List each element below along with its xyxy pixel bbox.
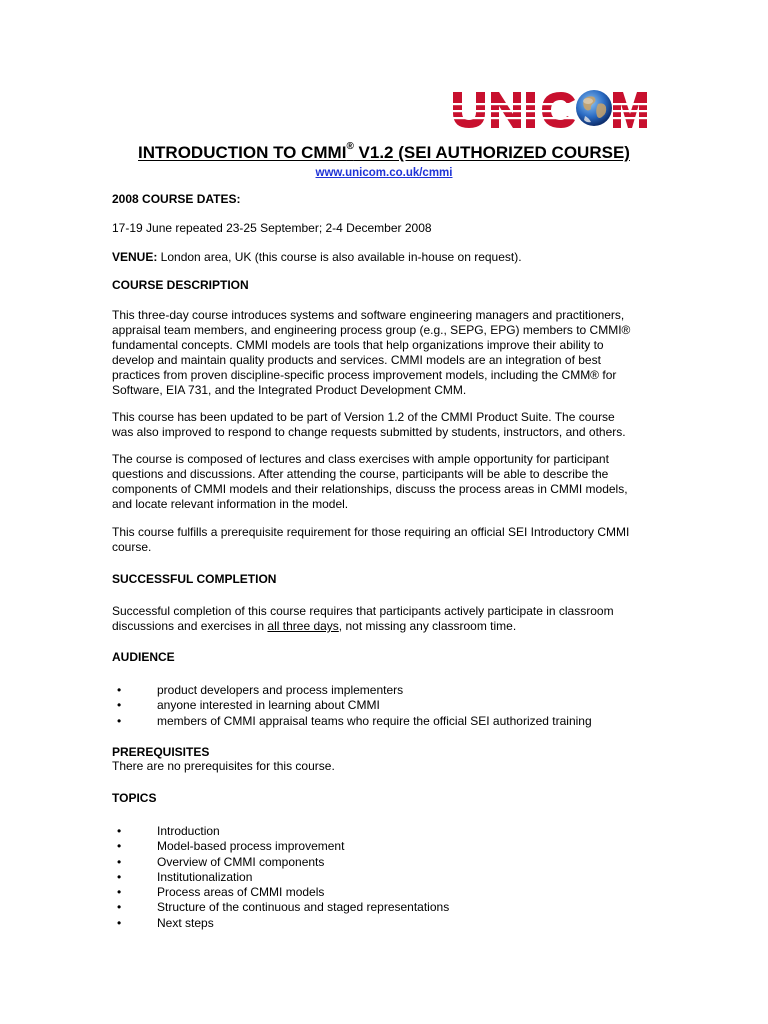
list-item-text: Process areas of CMMI models [157,885,325,900]
list-item [112,870,672,885]
bullet-icon: • [117,698,122,713]
course-dates-heading: 2008 COURSE DATES: [112,192,241,206]
list-item-text: Next steps [157,915,214,930]
prerequisites-text: There are no prerequisites for this course. [112,759,335,773]
text-line: practices from proven discipline-specific process improvement models, including the CMM® for [112,368,617,382]
text-line: This course fulfills a prerequisite requirement for those requiring an official SEI Introductory CMMI [112,525,630,539]
bullet-icon: • [117,900,122,915]
list-item-text: Institutionalization [157,869,253,884]
prerequisites-heading: PREREQUISITES [112,745,210,759]
course-description-heading: COURSE DESCRIPTION [112,278,249,292]
venue [112,250,652,265]
audience-heading: AUDIENCE [112,650,175,664]
topics-list [112,824,672,931]
list-item [112,900,672,915]
all-three-days-underlined: all three days [267,619,339,633]
text-line: develop and maintain quality products and services. CMMI models are an integration of best [112,353,601,367]
bullet-icon: • [117,869,122,884]
list-item [112,714,672,729]
unicom-logo [451,86,651,130]
bullet-icon: • [117,885,122,900]
list-item [112,855,672,870]
course-dates-text: 17-19 June repeated 23-25 September; 2-4 December 2008 [112,221,432,235]
description-paragraph-3 [112,452,652,512]
list-item-text: anyone interested in learning about CMMI [157,698,380,713]
text-line: The course is composed of lectures and class exercises with ample opportunity for participant [112,452,609,466]
text-line: questions and discussions. After attending the course, participants will be able to describe the [112,467,609,481]
text-line: This course has been updated to be part of Version 1.2 of the CMMI Product Suite. The course [112,410,615,424]
list-item-text: members of CMMI appraisal teams who require the official SEI authorized training [157,713,592,728]
globe-icon [576,90,612,126]
description-paragraph-4 [112,525,652,555]
venue-text: London area, UK (this course is also available in-house on request). [157,250,522,264]
audience-list [112,683,672,729]
venue-label: VENUE: [112,250,158,264]
list-item-text: Structure of the continuous and staged representations [157,900,450,915]
bullet-icon: • [117,915,122,930]
bullet-icon: • [117,839,122,854]
text-line: Successful completion of this course requires that participants actively participate in classroom [112,604,614,618]
text-segment: discussions and exercises in [112,619,268,633]
registered-mark: ® [346,141,354,153]
successful-completion-heading: SUCCESSFUL COMPLETION [112,572,277,586]
text-line: was also improved to respond to change requests submitted by students, instructors, and others. [112,425,626,439]
list-item [112,683,672,698]
list-item-text: product developers and process implementers [157,683,404,697]
bullet-icon: • [117,713,122,728]
bullet-icon: • [117,854,122,869]
text-line: and locate relevant information in the model. [112,497,349,511]
description-paragraph-1 [112,308,652,398]
list-item-text: Overview of CMMI components [157,854,325,869]
list-item [112,698,672,713]
page-title [0,143,768,163]
text-line: fundamental concepts. CMMI models are tools that help organizations improve their ability to [112,338,604,352]
text-line: This three-day course introduces systems and software engineering managers and practitioners, [112,308,625,322]
list-item-text: Introduction [157,824,220,838]
course-url [0,166,768,181]
topics-heading: TOPICS [112,791,157,805]
title-rest: V1.2 (SEI AUTHORIZED COURSE) [353,143,630,162]
successful-completion-text [112,604,652,634]
list-item [112,839,672,854]
description-paragraph-2 [112,410,652,440]
course-url-link[interactable]: www.unicom.co.uk/cmmi [315,167,453,179]
bullet-icon: • [117,683,122,697]
title-main: INTRODUCTION TO CMMI [138,143,347,162]
bullet-icon: • [117,824,122,838]
list-item [112,916,672,931]
list-item-text: Model-based process improvement [157,839,345,854]
text-line: components of CMMI models and their relationships, discuss the process areas in CMMI models, [112,482,628,496]
text-line: appraisal team members, and engineering process group (e.g., SEPG, EPG) members to CMMI® [112,323,631,337]
text-line: Software, EIA 731, and the Integrated Product Development CMM. [112,383,467,397]
text-line [112,619,652,634]
list-item [112,824,672,839]
text-segment: , not missing any classroom time. [338,619,517,633]
list-item [112,885,672,900]
text-line: course. [112,540,152,554]
